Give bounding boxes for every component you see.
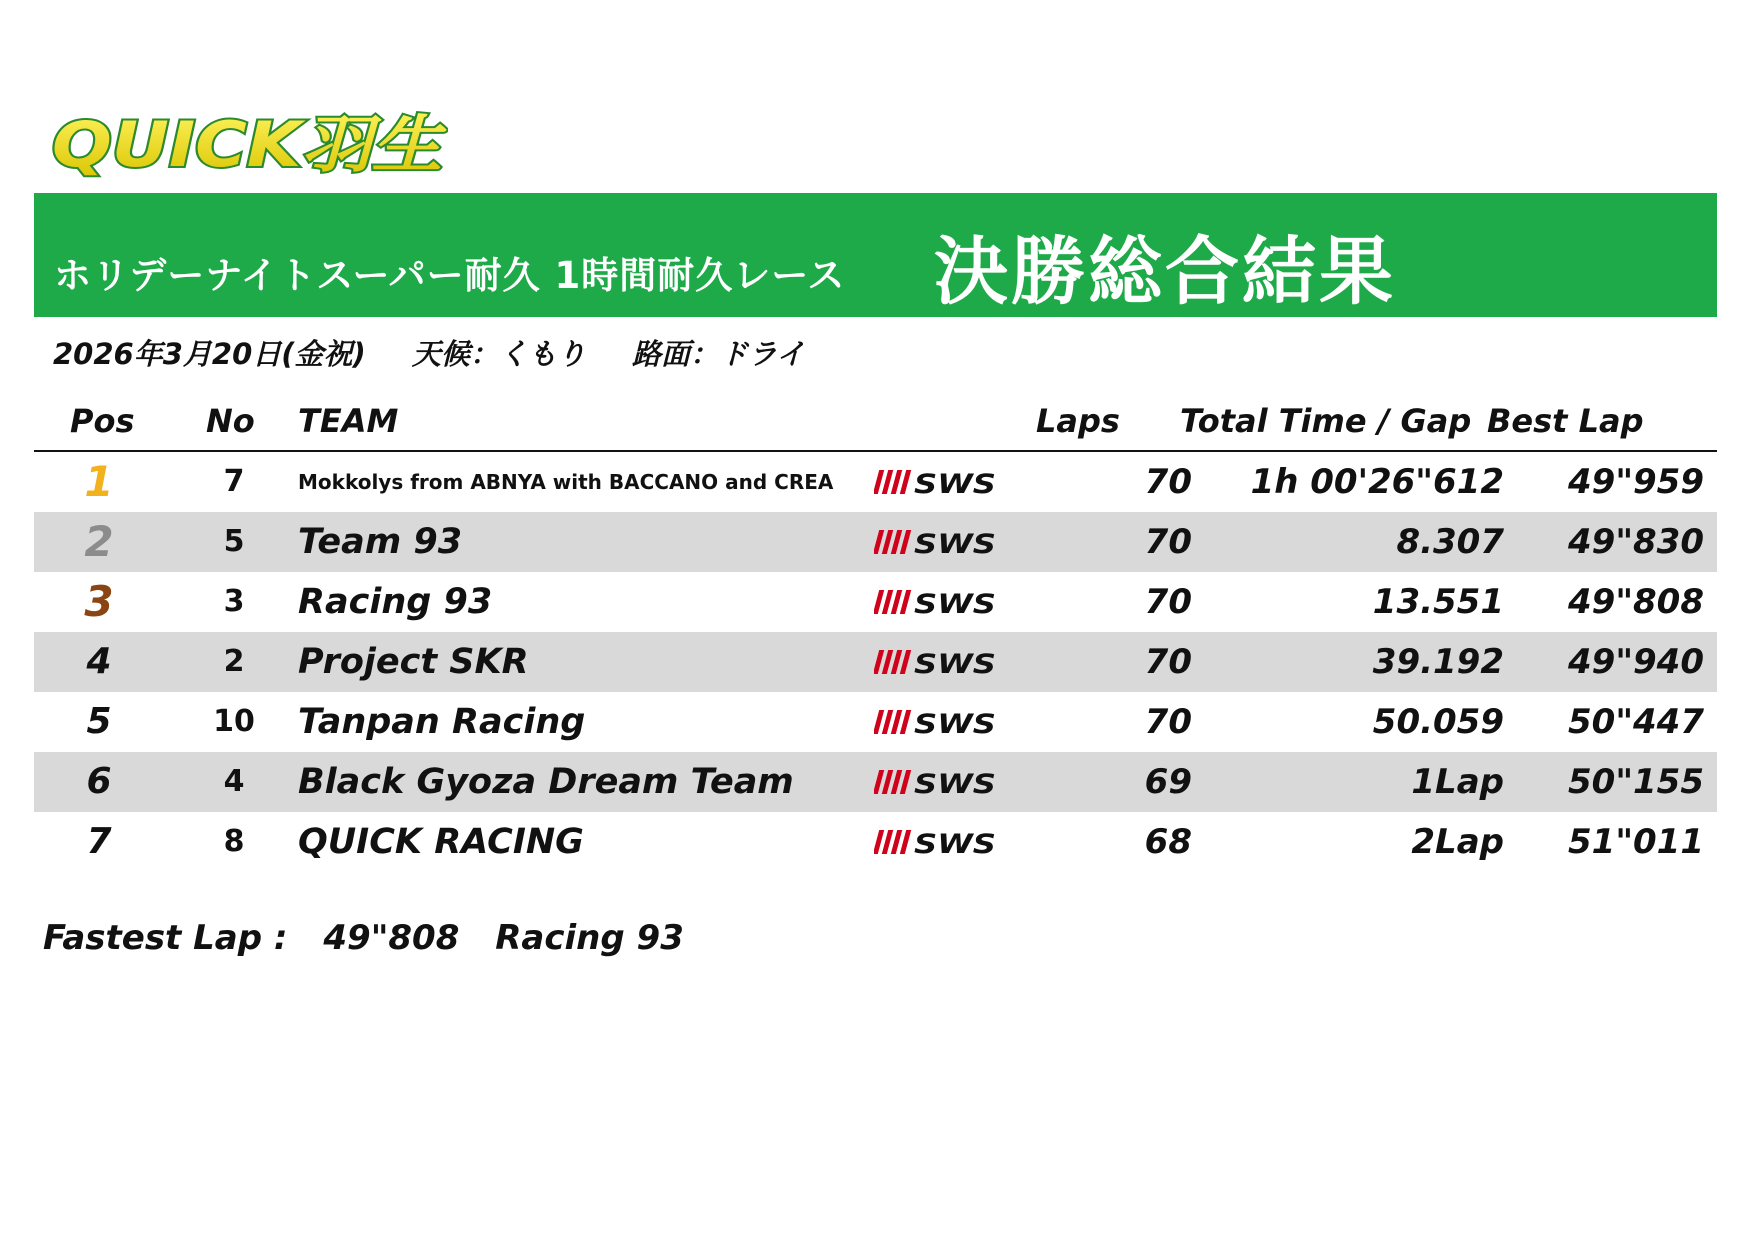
race-date: 2026年3月20日(金祝)	[53, 337, 366, 371]
laps-count: 69	[1144, 762, 1192, 802]
total-time-gap: 8.307	[1396, 522, 1504, 562]
event-subtitle: ホリデーナイトスーパー耐久 1時間耐久レース	[54, 254, 846, 297]
logo-stripe	[900, 770, 911, 794]
logo-stripe	[882, 590, 893, 614]
logo-stripe	[874, 830, 884, 854]
logo-stripe	[900, 710, 911, 734]
car-number: 10	[213, 704, 255, 739]
logo-stripe	[882, 470, 893, 494]
logo-stripe	[891, 530, 902, 554]
sws-logo	[874, 586, 1000, 618]
total-time-gap: 39.192	[1372, 642, 1504, 682]
table-row	[34, 452, 1717, 512]
race-weather: 天候：くもり	[411, 337, 586, 371]
sws-logo	[874, 826, 1000, 858]
total-time-gap: 50.059	[1372, 702, 1504, 742]
team-name: QUICK RACING	[298, 822, 584, 862]
header-pos: Pos	[70, 402, 135, 440]
laps-count: 70	[1144, 702, 1192, 742]
total-time-gap: 13.551	[1372, 582, 1504, 622]
race-info	[53, 332, 841, 373]
logo-stripe	[900, 830, 911, 854]
header-team: TEAM	[298, 402, 399, 440]
car-number: 8	[223, 824, 245, 859]
result-position: 3	[84, 577, 114, 626]
page-title: 決勝総合結果	[934, 229, 1396, 315]
logo-stripe	[882, 830, 893, 854]
logo-stripe	[882, 770, 893, 794]
logo-stripe	[882, 710, 893, 734]
header-no: No	[206, 402, 255, 440]
best-lap: 50"155	[1568, 762, 1704, 802]
best-lap: 50"447	[1568, 702, 1704, 742]
total-time-gap: 1Lap	[1411, 762, 1504, 802]
sws-logo	[874, 466, 1000, 498]
result-position: 5	[86, 701, 112, 742]
sws-logo-text: SWS	[914, 829, 996, 858]
logo-stripe	[874, 770, 884, 794]
laps-count: 70	[1144, 462, 1192, 502]
fastest-lap-label: Fastest Lap :	[43, 918, 288, 958]
sws-logo	[874, 706, 1000, 738]
best-lap: 49"940	[1568, 642, 1704, 682]
laps-count: 70	[1144, 642, 1192, 682]
quick-hanyu-logo	[48, 108, 448, 178]
table-row	[34, 512, 1717, 572]
logo-stripe	[874, 590, 884, 614]
title-banner	[34, 193, 1717, 317]
logo-stripe	[900, 650, 911, 674]
fastest-lap	[43, 918, 708, 958]
best-lap: 49"830	[1568, 522, 1704, 562]
team-name: Team 93	[298, 522, 463, 562]
table-row	[34, 692, 1717, 752]
laps-count: 68	[1144, 822, 1192, 862]
fastest-lap-time: 49"808	[323, 918, 460, 958]
sws-logo-text: SWS	[914, 649, 996, 678]
logo-stripe	[874, 710, 884, 734]
result-position: 2	[84, 517, 114, 566]
table-row	[34, 572, 1717, 632]
logo-stripe	[874, 470, 884, 494]
sws-logo	[874, 526, 1000, 558]
sws-logo	[874, 646, 1000, 678]
header-gap: Total Time / Gap	[1180, 402, 1472, 440]
result-position: 6	[86, 761, 112, 802]
race-surface: 路面：ドライ	[632, 337, 806, 371]
best-lap: 49"959	[1568, 462, 1704, 502]
header-laps: Laps	[1036, 402, 1120, 440]
car-number: 3	[223, 584, 245, 619]
sws-logo-text: SWS	[914, 709, 996, 738]
sws-logo-text: SWS	[914, 529, 996, 558]
result-position: 4	[86, 641, 112, 682]
logo-stripe	[891, 770, 902, 794]
car-number: 4	[223, 764, 245, 799]
total-time-gap: 2Lap	[1411, 822, 1504, 862]
logo-stripe	[891, 830, 902, 854]
best-lap: 49"808	[1568, 582, 1704, 622]
table-row	[34, 632, 1717, 692]
logo-stripe	[891, 650, 902, 674]
logo-stripe	[900, 470, 911, 494]
team-name: Tanpan Racing	[298, 702, 586, 742]
header-best: Best Lap	[1487, 402, 1644, 440]
logo-stripe	[891, 710, 902, 734]
result-position: 7	[86, 821, 112, 862]
laps-count: 70	[1144, 582, 1192, 622]
table-row	[34, 812, 1717, 872]
logo-stripe	[891, 590, 902, 614]
logo-stripe	[882, 650, 893, 674]
team-name: Project SKR	[298, 642, 529, 682]
team-name: Black Gyoza Dream Team	[298, 762, 794, 802]
fastest-lap-team: Racing 93	[495, 918, 684, 958]
result-position: 1	[84, 457, 114, 506]
total-time-gap: 1h 00'26"612	[1250, 462, 1504, 502]
logo-stripe	[900, 590, 911, 614]
logo-stripe	[874, 650, 884, 674]
team-name: Mokkolys from ABNYA with BACCANO and CREA	[298, 470, 834, 494]
car-number: 2	[223, 644, 245, 679]
sws-logo-text: SWS	[914, 769, 996, 798]
logo-stripe	[900, 530, 911, 554]
team-name: Racing 93	[298, 582, 493, 622]
car-number: 7	[223, 464, 245, 499]
best-lap: 51"011	[1568, 822, 1704, 862]
logo-stripe	[882, 530, 893, 554]
table-row	[34, 752, 1717, 812]
logo-stripe	[891, 470, 902, 494]
sws-logo-text: SWS	[914, 469, 996, 498]
sws-logo-text: SWS	[914, 589, 996, 618]
logo-stripe	[874, 530, 884, 554]
car-number: 5	[223, 524, 245, 559]
sws-logo	[874, 766, 1000, 798]
logo-text: QUICK羽生	[52, 108, 448, 178]
laps-count: 70	[1144, 522, 1192, 562]
